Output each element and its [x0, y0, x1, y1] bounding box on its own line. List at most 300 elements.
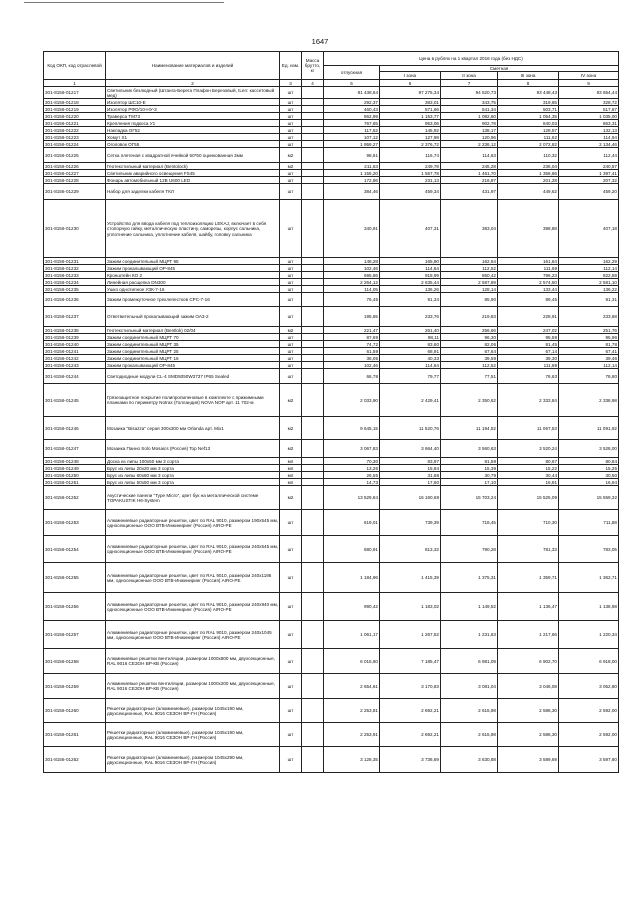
table-row: [44, 341, 619, 348]
item-mass: [302, 99, 324, 106]
table-row: [44, 141, 619, 148]
item-unit: шт: [280, 141, 302, 148]
price-zone-1: 83,60: [380, 341, 441, 348]
item-mass: [302, 355, 324, 362]
item-name: Фонарь автомобильный 12В U600 LED: [106, 177, 280, 184]
index-cell: 8: [498, 80, 559, 87]
item-mass: [302, 458, 324, 465]
table-row: [44, 286, 619, 293]
price-zone-4: 112,14: [559, 362, 619, 369]
price-zone-1: 116,74: [380, 148, 441, 163]
item-name: Брус из липы 20х20 мм 3 сорта: [106, 465, 280, 472]
price-zone-4: 1 397,41: [559, 170, 619, 177]
price-zone-3: 161,64: [498, 258, 559, 265]
item-code: 301-8156-01231: [44, 258, 106, 265]
price-zone-2: 162,64: [441, 258, 498, 265]
price-zone-2: 3 560,63: [441, 440, 498, 458]
column-index-row: [44, 80, 619, 87]
item-mass: [302, 348, 324, 355]
item-mass: [302, 265, 324, 272]
price-zone-2: 431,97: [441, 184, 498, 200]
table-row: [44, 440, 619, 458]
item-unit: шт: [280, 593, 302, 621]
price-zone-3: 6 902,70: [498, 649, 559, 674]
item-name: Зажим соединительный МЦРТ 70: [106, 334, 280, 341]
item-unit: шт: [280, 510, 302, 536]
item-mass: [302, 440, 324, 458]
price-zone-1: 1 183,02: [380, 593, 441, 621]
price-zone-2: 902,78: [441, 120, 498, 127]
item-mass: [302, 369, 324, 384]
price-zone-2: 67,64: [441, 348, 498, 355]
price-zone-2: 2 587,89: [441, 279, 498, 286]
item-name: Зажим прокалывающий ОР-845: [106, 265, 280, 272]
price-zone-2: 1 231,63: [441, 621, 498, 649]
item-name: Зажим соединительный МЦРТ 35: [106, 341, 280, 348]
price-zone-1: 249,78: [380, 163, 441, 170]
table-row: [44, 265, 619, 272]
price-zone-1: 3 664,40: [380, 440, 441, 458]
item-unit: шт: [280, 265, 302, 272]
table-row: [44, 699, 619, 723]
price-zone-1: 16 160,68: [380, 486, 441, 510]
item-name: Оголовок ОГ55: [106, 141, 280, 148]
item-unit: шт: [280, 272, 302, 279]
price-zone-3: 398,88: [498, 200, 559, 258]
price-zone-2: 216,87: [441, 177, 498, 184]
item-mass: [302, 536, 324, 563]
price-zone-3: 89,45: [498, 293, 559, 307]
price-release: 81 438,64: [324, 87, 380, 99]
price-zone-3: 110,32: [498, 148, 559, 163]
price-zone-1: 31,68: [380, 472, 441, 479]
price-zone-4: 1 035,00: [559, 113, 619, 120]
item-name: Набор для заделки кабеля ТКЛ: [106, 184, 280, 200]
price-zone-1: 97 275,34: [380, 87, 441, 99]
item-unit: мп: [280, 458, 302, 465]
price-release: 767,65: [324, 120, 380, 127]
item-unit: шт: [280, 699, 302, 723]
item-name: Мозаика "Bisazza" серая 300х300 мм Orlanda арт. Mix1: [106, 417, 280, 440]
item-code: 301-8156-01255: [44, 563, 106, 593]
price-zone-2: 15 703,24: [441, 486, 498, 510]
price-zone-2: 77,51: [441, 369, 498, 384]
table-row: [44, 184, 619, 200]
item-unit: мп: [280, 472, 302, 479]
item-code: 301-8156-01262: [44, 747, 106, 773]
item-code: 301-8156-01261: [44, 723, 106, 747]
price-zone-2: 219,83: [441, 307, 498, 327]
header-zone-2: II зона: [441, 72, 498, 80]
item-name: Накладка ОГ52: [106, 127, 280, 134]
item-mass: [302, 106, 324, 113]
item-code: 301-8156-01226: [44, 163, 106, 170]
price-zone-1: 3 736,69: [380, 747, 441, 773]
item-name: Светодиодные модули CL-4 SMD5050W3737 IP65 Sealed: [106, 369, 280, 384]
price-release: 680,91: [324, 536, 380, 563]
table-row: [44, 417, 619, 440]
item-name: Алюминиевые радиаторные решетки, цвет по RAL 9010, размером 190х545 мм, односекционные ООО ВТВ-Инжиниринг (Россия) AIRO-PE: [106, 510, 280, 536]
item-name: Линейная расщепка DN300: [106, 279, 280, 286]
price-zone-2: 1 149,52: [441, 593, 498, 621]
price-zone-3: 3 520,24: [498, 440, 559, 458]
item-unit: шт: [280, 341, 302, 348]
item-unit: шт: [280, 279, 302, 286]
price-release: 114,05: [324, 286, 380, 293]
price-zone-2: 3 630,88: [441, 747, 498, 773]
price-zone-3: 3 589,69: [498, 747, 559, 773]
price-zone-2: 11 194,52: [441, 417, 498, 440]
price-release: 6 015,60: [324, 649, 380, 674]
item-mass: [302, 163, 324, 170]
price-zone-3: 2 586,30: [498, 723, 559, 747]
price-release: 98,61: [324, 148, 380, 163]
price-zone-1: 91,34: [380, 293, 441, 307]
item-mass: [302, 417, 324, 440]
item-name: Алюминиевые радиаторные решетки, цвет по RAL 9010, размером 240х940 мм, односекционные ООО ВТВ-Инжиниринг (Россия) AIRO-PE: [106, 593, 280, 621]
price-release: 2 654,61: [324, 674, 380, 699]
item-code: 301-8156-01246: [44, 417, 106, 440]
price-zone-3: 95,59: [498, 334, 559, 341]
item-unit: м2: [280, 384, 302, 417]
table-row: [44, 106, 619, 113]
table-row: [44, 649, 619, 674]
table-row: [44, 536, 619, 563]
price-zone-4: 3 528,00: [559, 440, 619, 458]
price-zone-3: 319,65: [498, 99, 559, 106]
price-zone-4: 93 654,44: [559, 87, 619, 99]
price-zone-4: 2 592,00: [559, 699, 619, 723]
item-code: 301-8156-01225: [44, 148, 106, 163]
item-mass: [302, 87, 324, 99]
price-zone-2: 114,63: [441, 148, 498, 163]
price-release: 990,42: [324, 593, 380, 621]
table-row: [44, 113, 619, 120]
price-zone-2: 790,28: [441, 536, 498, 563]
price-table-body: [44, 80, 619, 773]
page-number: 1647: [311, 37, 329, 46]
item-mass: [302, 384, 324, 417]
price-zone-3: 1 136,47: [498, 593, 559, 621]
price-zone-1: 383,01: [380, 99, 441, 106]
price-zone-1: 145,92: [380, 127, 441, 134]
price-zone-3: 15 525,09: [498, 486, 559, 510]
item-name: Алюминиевые радиаторные решетки, цвет по RAL 9010, размером 240х545 мм, односекционные ООО ВТВ-Инжиниринг (Россия) AIRO-PE: [106, 536, 280, 563]
item-unit: шт: [280, 120, 302, 127]
price-zone-4: 78,80: [559, 369, 619, 384]
item-name: Алюминиевые решетки вентиляции, размером 1000х800 мм, двухсекционные, RAL 9016 СЕЗОН ВР-КВ (Россия): [106, 649, 280, 674]
price-zone-4: 711,88: [559, 510, 619, 536]
table-row: [44, 170, 619, 177]
header-zone-3: III зона: [498, 72, 559, 80]
item-mass: [302, 649, 324, 674]
header-mass: Масса брутто, кг: [302, 52, 324, 80]
item-unit: шт: [280, 258, 302, 265]
price-zone-4: 2 338,98: [559, 384, 619, 417]
price-release: 2 253,91: [324, 723, 380, 747]
price-zone-4: 81,78: [559, 341, 619, 348]
price-zone-4: 136,22: [559, 286, 619, 293]
item-mass: [302, 747, 324, 773]
item-name: Зажим прокалывающий ОР-845: [106, 362, 280, 369]
price-release: 3 128,35: [324, 747, 380, 773]
index-cell: 4: [302, 80, 324, 87]
item-unit: м2: [280, 163, 302, 170]
price-release: 61,59: [324, 348, 380, 355]
table-row: [44, 369, 619, 384]
item-unit: шт: [280, 747, 302, 773]
price-zone-4: 91,31: [559, 293, 619, 307]
price-zone-3: 111,69: [498, 362, 559, 369]
item-name: Светильник безлюдный (Штанга-Берега Плафон Березовый, ILen: кассетовый мед): [106, 87, 280, 99]
price-zone-1: 68,91: [380, 348, 441, 355]
item-unit: шт: [280, 723, 302, 747]
price-zone-1: 2 635,44: [380, 279, 441, 286]
price-zone-3: 236,04: [498, 163, 559, 170]
table-row: [44, 334, 619, 341]
table-row: [44, 120, 619, 127]
price-release: 117,52: [324, 127, 380, 134]
item-name: Зажим соединительный МЦРТ 95: [106, 258, 280, 265]
price-zone-1: 2 692,21: [380, 699, 441, 723]
price-zone-1: 11 520,76: [380, 417, 441, 440]
item-code: 301-8156-01238: [44, 327, 106, 334]
item-name: Кронштейн КО 2: [106, 272, 280, 279]
item-name: Сетка плетеная с квадратной ячейкой 50*50 оцинкованная 3мм: [106, 148, 280, 163]
item-unit: м2: [280, 486, 302, 510]
item-name: Решетки радиаторные (алюминиевые), размером 1045х290 мм, двухсекционные, RAL 9016 СЕЗОН ВР-ГН (Россия): [106, 747, 280, 773]
price-zone-1: 2 376,72: [380, 141, 441, 148]
price-release: 384,46: [324, 184, 380, 200]
item-code: 301-8156-01239: [44, 334, 106, 341]
price-release: 26,55: [324, 472, 380, 479]
item-name: Траверса ТМ73: [106, 113, 280, 120]
item-mass: [302, 286, 324, 293]
price-zone-2: 2 350,62: [441, 384, 498, 417]
item-name: Зажим соединительный МЦРТ 25: [106, 348, 280, 355]
price-release: 14,73: [324, 479, 380, 486]
item-unit: мп: [280, 465, 302, 472]
price-zone-4: 112,44: [559, 148, 619, 163]
price-zone-4: 517,67: [559, 106, 619, 113]
price-zone-2: 39,59: [441, 355, 498, 362]
price-zone-1: 136,26: [380, 286, 441, 293]
price-release: 9 645,15: [324, 417, 380, 440]
price-zone-1: 3 170,83: [380, 674, 441, 699]
table-row: [44, 486, 619, 510]
price-zone-4: 783,05: [559, 536, 619, 563]
price-zone-1: 98,11: [380, 334, 441, 341]
item-unit: м2: [280, 327, 302, 334]
item-code: 301-8156-01257: [44, 621, 106, 649]
item-mass: [302, 327, 324, 334]
price-zone-1: 1 267,52: [380, 621, 441, 649]
item-unit: шт: [280, 134, 302, 141]
item-mass: [302, 258, 324, 265]
top-rule: [24, 2, 224, 3]
item-code: 301-8156-01234: [44, 279, 106, 286]
price-release: 340,91: [324, 200, 380, 258]
price-zone-4: 822,59: [559, 272, 619, 279]
item-mass: [302, 134, 324, 141]
item-code: 301-8156-01260: [44, 699, 106, 723]
price-zone-3: 201,28: [498, 177, 559, 184]
price-zone-4: 407,18: [559, 200, 619, 258]
item-code: 301-8156-01250: [44, 472, 106, 479]
item-code: 301-8156-01219: [44, 106, 106, 113]
price-zone-4: 67,41: [559, 348, 619, 355]
price-release: 36,05: [324, 355, 380, 362]
price-zone-2: 30,79: [441, 472, 498, 479]
price-zone-1: 231,13: [380, 177, 441, 184]
item-name: Ушко однотипное УЗК-7-16: [106, 286, 280, 293]
price-zone-3: 67,14: [498, 348, 559, 355]
price-zone-1: 1 153,77: [380, 113, 441, 120]
item-name: Решетки радиаторные (алюминиевые), размером 1045х190 мм, двухсекционные, RAL 9016 СЕЗОН ВР-ГН (Россия): [106, 699, 280, 723]
item-code: 301-8156-01220: [44, 113, 106, 120]
item-name: Зажим соединительный МЦРТ 16: [106, 355, 280, 362]
item-name: Зажим промежуточное трехлепестков CPC-7-16: [106, 293, 280, 307]
price-zone-4: 2 581,10: [559, 279, 619, 286]
price-release: 70,30: [324, 458, 380, 465]
item-code: 301-8156-01244: [44, 369, 106, 384]
item-name: Светильник аварийного освещения FS45: [106, 170, 280, 177]
item-mass: [302, 479, 324, 486]
price-release: 107,12: [324, 134, 380, 141]
price-zone-1: 40,33: [380, 355, 441, 362]
price-zone-2: 860,42: [441, 272, 498, 279]
price-zone-2: 112,52: [441, 265, 498, 272]
price-zone-4: 114,94: [559, 134, 619, 141]
item-code: 301-8156-01217: [44, 87, 106, 99]
price-release: 76,45: [324, 293, 380, 307]
price-release: 3 067,83: [324, 440, 380, 458]
price-zone-2: 85,90: [441, 293, 498, 307]
table-row: [44, 593, 619, 621]
price-zone-3: 15,22: [498, 465, 559, 472]
item-name: Устройство для ввода кабеля под теплоизоляцию LEKAJ, включает в себя стопорную гайку, металлическую пластину, саморезы, корпус сальника, уплотнение сальника, уплотнение кабеля, шайбу, головку сальника: [106, 200, 280, 258]
item-mass: [302, 293, 324, 307]
table-row: [44, 384, 619, 417]
price-zone-2: 718,45: [441, 510, 498, 536]
price-zone-2: 541,34: [441, 106, 498, 113]
item-name: Акустические панели "Type Micro", цвет бук на металлической системе TOPAKUSTIK H6-System: [106, 486, 280, 510]
table-row: [44, 458, 619, 465]
item-mass: [302, 200, 324, 258]
price-zone-1: 407,31: [380, 200, 441, 258]
item-mass: [302, 674, 324, 699]
price-zone-4: 15 559,32: [559, 486, 619, 510]
table-row: [44, 272, 619, 279]
item-unit: шт: [280, 200, 302, 258]
item-mass: [302, 699, 324, 723]
table-row: [44, 293, 619, 307]
price-zone-3: 247,02: [498, 327, 559, 334]
index-cell: 1: [44, 80, 106, 87]
price-zone-4: 207,32: [559, 177, 619, 184]
price-zone-3: 3 046,08: [498, 674, 559, 699]
table-row: [44, 723, 619, 747]
price-zone-2: 245,28: [441, 163, 498, 170]
item-code: 301-8156-01241: [44, 348, 106, 355]
index-cell: 6: [380, 80, 441, 87]
table-row: [44, 279, 619, 286]
price-release: 1 959,27: [324, 141, 380, 148]
price-zone-1: 17,60: [380, 479, 441, 486]
price-zone-1: 1 557,78: [380, 170, 441, 177]
price-release: 1 184,96: [324, 563, 380, 593]
item-code: 301-8156-01218: [44, 99, 106, 106]
price-zone-3: 781,33: [498, 536, 559, 563]
price-zone-3: 840,03: [498, 120, 559, 127]
price-zone-2: 96,30: [441, 334, 498, 341]
price-zone-3: 80,67: [498, 458, 559, 465]
price-table: [43, 51, 619, 773]
price-release: 13 529,84: [324, 486, 380, 510]
item-code: 301-8156-01252: [44, 486, 106, 510]
item-name: Геотекстильный материал (Bentolock): [106, 163, 280, 170]
price-zone-1: 459,34: [380, 184, 441, 200]
table-row: [44, 479, 619, 486]
price-release: 862,99: [324, 113, 380, 120]
price-zone-1: 813,32: [380, 536, 441, 563]
price-zone-1: 79,77: [380, 369, 441, 384]
price-zone-3: 39,30: [498, 355, 559, 362]
item-code: 301-8156-01247: [44, 440, 106, 458]
price-zone-3: 81,45: [498, 341, 559, 348]
price-zone-4: 112,14: [559, 265, 619, 272]
price-zone-4: 30,50: [559, 472, 619, 479]
index-cell: 3: [280, 80, 302, 87]
table-row: [44, 148, 619, 163]
price-zone-1: 165,90: [380, 258, 441, 265]
price-zone-2: 82,06: [441, 341, 498, 348]
price-zone-1: 2 429,41: [380, 384, 441, 417]
price-release: 695,86: [324, 272, 380, 279]
item-name: Мозаика Панно Solo Mosaics (Россия) Top Nef13: [106, 440, 280, 458]
item-code: 301-8156-01229: [44, 184, 106, 200]
price-zone-2: 1 461,70: [441, 170, 498, 177]
header-estimate: Сметная: [380, 66, 619, 72]
price-zone-1: 571,66: [380, 106, 441, 113]
price-zone-1: 953,06: [380, 120, 441, 127]
price-zone-4: 39,46: [559, 355, 619, 362]
price-zone-4: 1 362,71: [559, 563, 619, 593]
price-zone-4: 11 091,92: [559, 417, 619, 440]
price-zone-2: 2 615,98: [441, 723, 498, 747]
price-release: 619,01: [324, 510, 380, 536]
price-zone-3: 111,69: [498, 265, 559, 272]
item-mass: [302, 362, 324, 369]
price-zone-4: 233,68: [559, 307, 619, 327]
price-zone-2: 1 375,31: [441, 563, 498, 593]
item-name: Брус из липы 50х50 мм 3 сорта: [106, 479, 280, 486]
price-zone-3: 128,57: [498, 127, 559, 134]
item-unit: м2: [280, 440, 302, 458]
item-name: Грязезащитное покрытие полипропиленовые в комплекте с прижимными планками по периметру Notrax (Голландия) NOVA NOP арт. 11 702-м: [106, 384, 280, 417]
item-mass: [302, 472, 324, 479]
item-name: Брус из липы 60х60 мм 3 сорта: [106, 472, 280, 479]
item-mass: [302, 170, 324, 177]
item-unit: шт: [280, 649, 302, 674]
header-price-group: Цена в рублях на 1 квартал 2016 года (без НДС): [324, 52, 619, 66]
price-zone-3: 76,63: [498, 369, 559, 384]
price-zone-4: 15,25: [559, 465, 619, 472]
item-code: 301-8156-01222: [44, 127, 106, 134]
table-row: [44, 177, 619, 184]
price-zone-3: 2 072,82: [498, 141, 559, 148]
table-row: [44, 674, 619, 699]
